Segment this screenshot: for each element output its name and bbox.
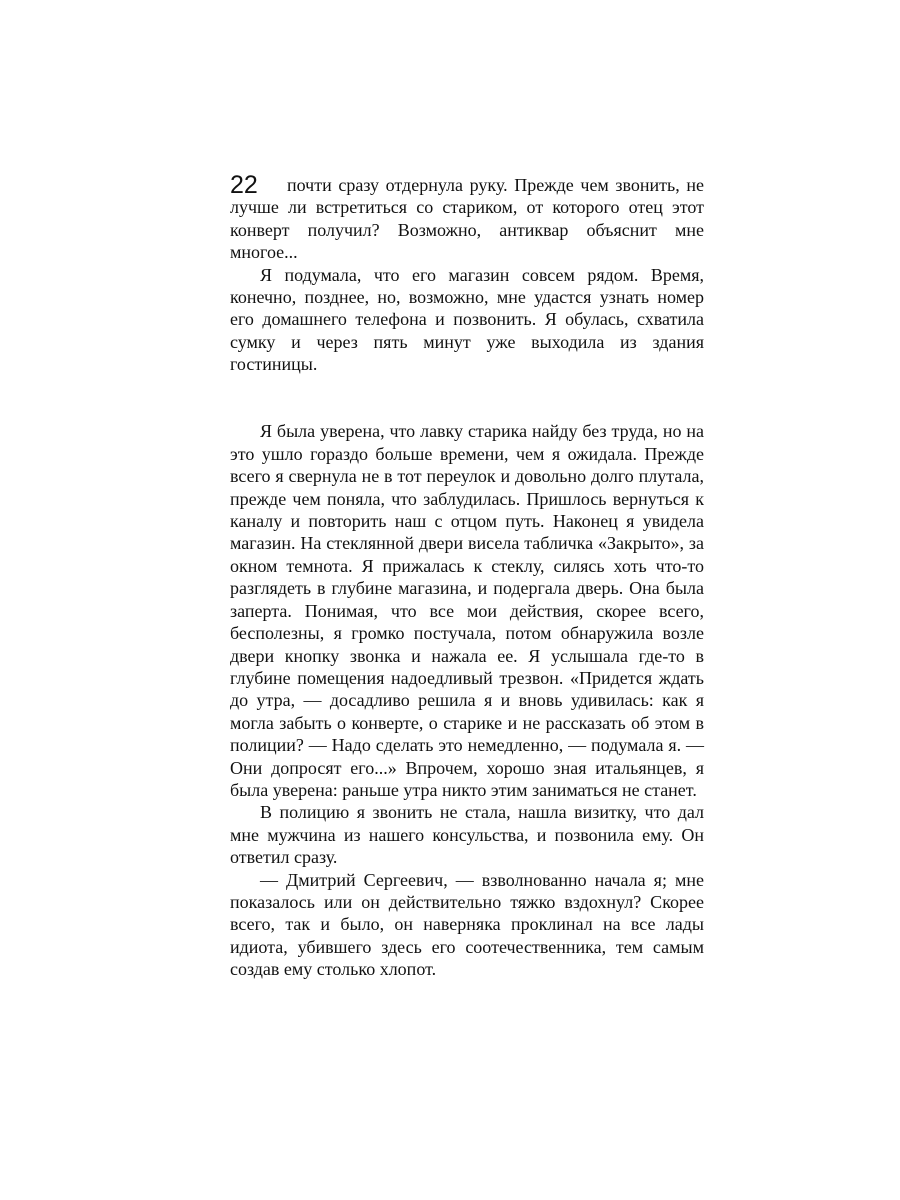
paragraph-4: В полицию я звонить не стала, нашла визитку, что дал мне мужчина из нашего консульства, и позвонила ему. Он ответил сразу. (230, 802, 704, 868)
paragraph-5: — Дмитрий Сергеевич, — взволнованно начала я; мне показалось или он действительно тяжко вздохнул? Скорее всего, так и было, он наверняка проклинал на все лады идиота, убившего здесь его соотечественника, тем самым создав ему столько хлопот. (230, 869, 704, 980)
paragraph-2: Я подумала, что его магазин совсем рядом. Время, конечно, позднее, но, возможно, мне удастся узнать номер его домашнего телефона и позвонить. Я обулась, схватила сумку и через пять минут уже выходила из здания гостиницы. (230, 264, 704, 375)
paragraph-3: Я была уверена, что лавку старика найду без труда, но на это ушло гораздо больше времени, чем я ожидала. Прежде всего я свернула не в тот переулок и довольно долго плутала, прежде чем поняла, что заблудилась. Пришлось вернуться к каналу и повторить наш с отцом путь. Наконец я увидела магазин. На стеклянной двери висела табличка «Закрыто», за окном темнота. Я прижалась к стеклу, силясь хоть что-то разглядеть в глубине магазина, и подергала дверь. Она была заперта. Понимая, что все мои действия, скорее всего, бесполезны, я громко постучала, потом обнаружила возле двери кнопку звонка и нажала ее. Я услышала где-то в глубине помещения надоедливый трезвон. «Придется ждать до утра, — досадливо решила я и вновь удивилась: как я могла забыть о конверте, о старике и не рассказать об этом в полиции? — Надо сделать это немедленно, — подумала я. — Они допросят его...» Впрочем, хорошо зная итальянцев, я была уверена: раньше утра никто этим заниматься не станет. (230, 421, 704, 800)
body-text (230, 174, 704, 981)
section-break (230, 376, 704, 421)
paragraph-1: почти сразу отдернула руку. Прежде чем звонить, не лучше ли встретиться со стариком, от которого отец этот конверт получил? Возможно, антиквар объяснит мне многое... (230, 175, 704, 263)
page-number: 22 (230, 171, 258, 199)
